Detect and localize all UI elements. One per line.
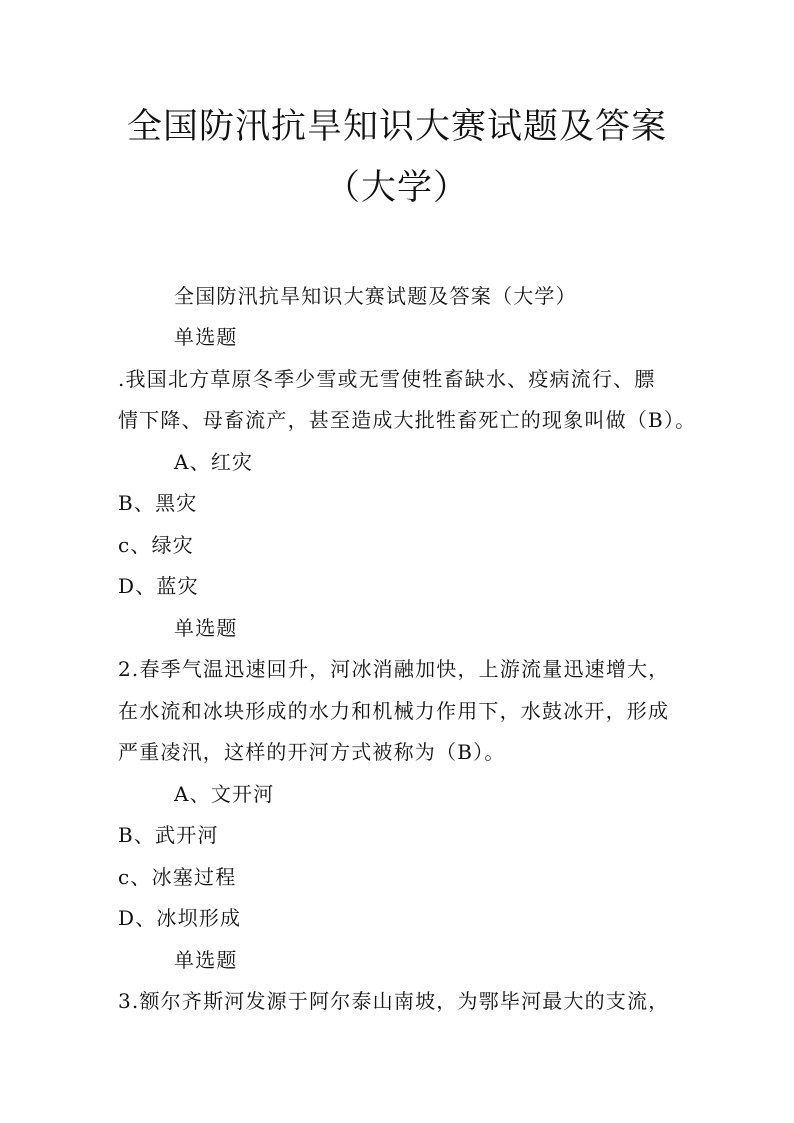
answer-option: D、蓝灾 [118,574,199,598]
answer-option: A、文开河 [174,782,275,806]
answer-option: D、冰坝形成 [118,906,242,930]
answer-option: A、红灾 [174,450,254,474]
intro-line: 全国防汛抗旱知识大赛试题及答案（大学） [174,284,577,308]
question-text-line: 3.额尔齐斯河发源于阿尔泰山南坡，为鄂毕河最大的支流， [118,989,670,1013]
answer-option: c、绿灾 [118,533,195,557]
answer-option: B、武开河 [118,823,219,847]
question-text-line: 情下降、母畜流产，甚至造成大批牲畜死亡的现象叫做（B）。 [118,408,697,432]
document-title: 全国防汛抗旱知识大赛试题及答案 [126,107,667,147]
question-type-label: 单选题 [174,616,238,640]
question-text-line: .我国北方草原冬季少雪或无雪使牲畜缺水、疫病流行、膘 [118,367,656,391]
question-text-line: 在水流和冰块形成的水力和机械力作用下，水鼓冰开，形成 [118,699,670,723]
question-type-label: 单选题 [174,948,238,972]
document-subtitle: （大学） [324,168,469,208]
answer-option: c、冰塞过程 [118,865,237,889]
question-text-line: 严重凌汛，这样的开河方式被称为（B）。 [118,740,506,764]
question-text-line: 2.春季气温迅速回升，河冰消融加快，上游流量迅速增大， [118,657,670,681]
question-type-label: 单选题 [174,325,238,349]
answer-option: B、黑灾 [118,491,198,515]
